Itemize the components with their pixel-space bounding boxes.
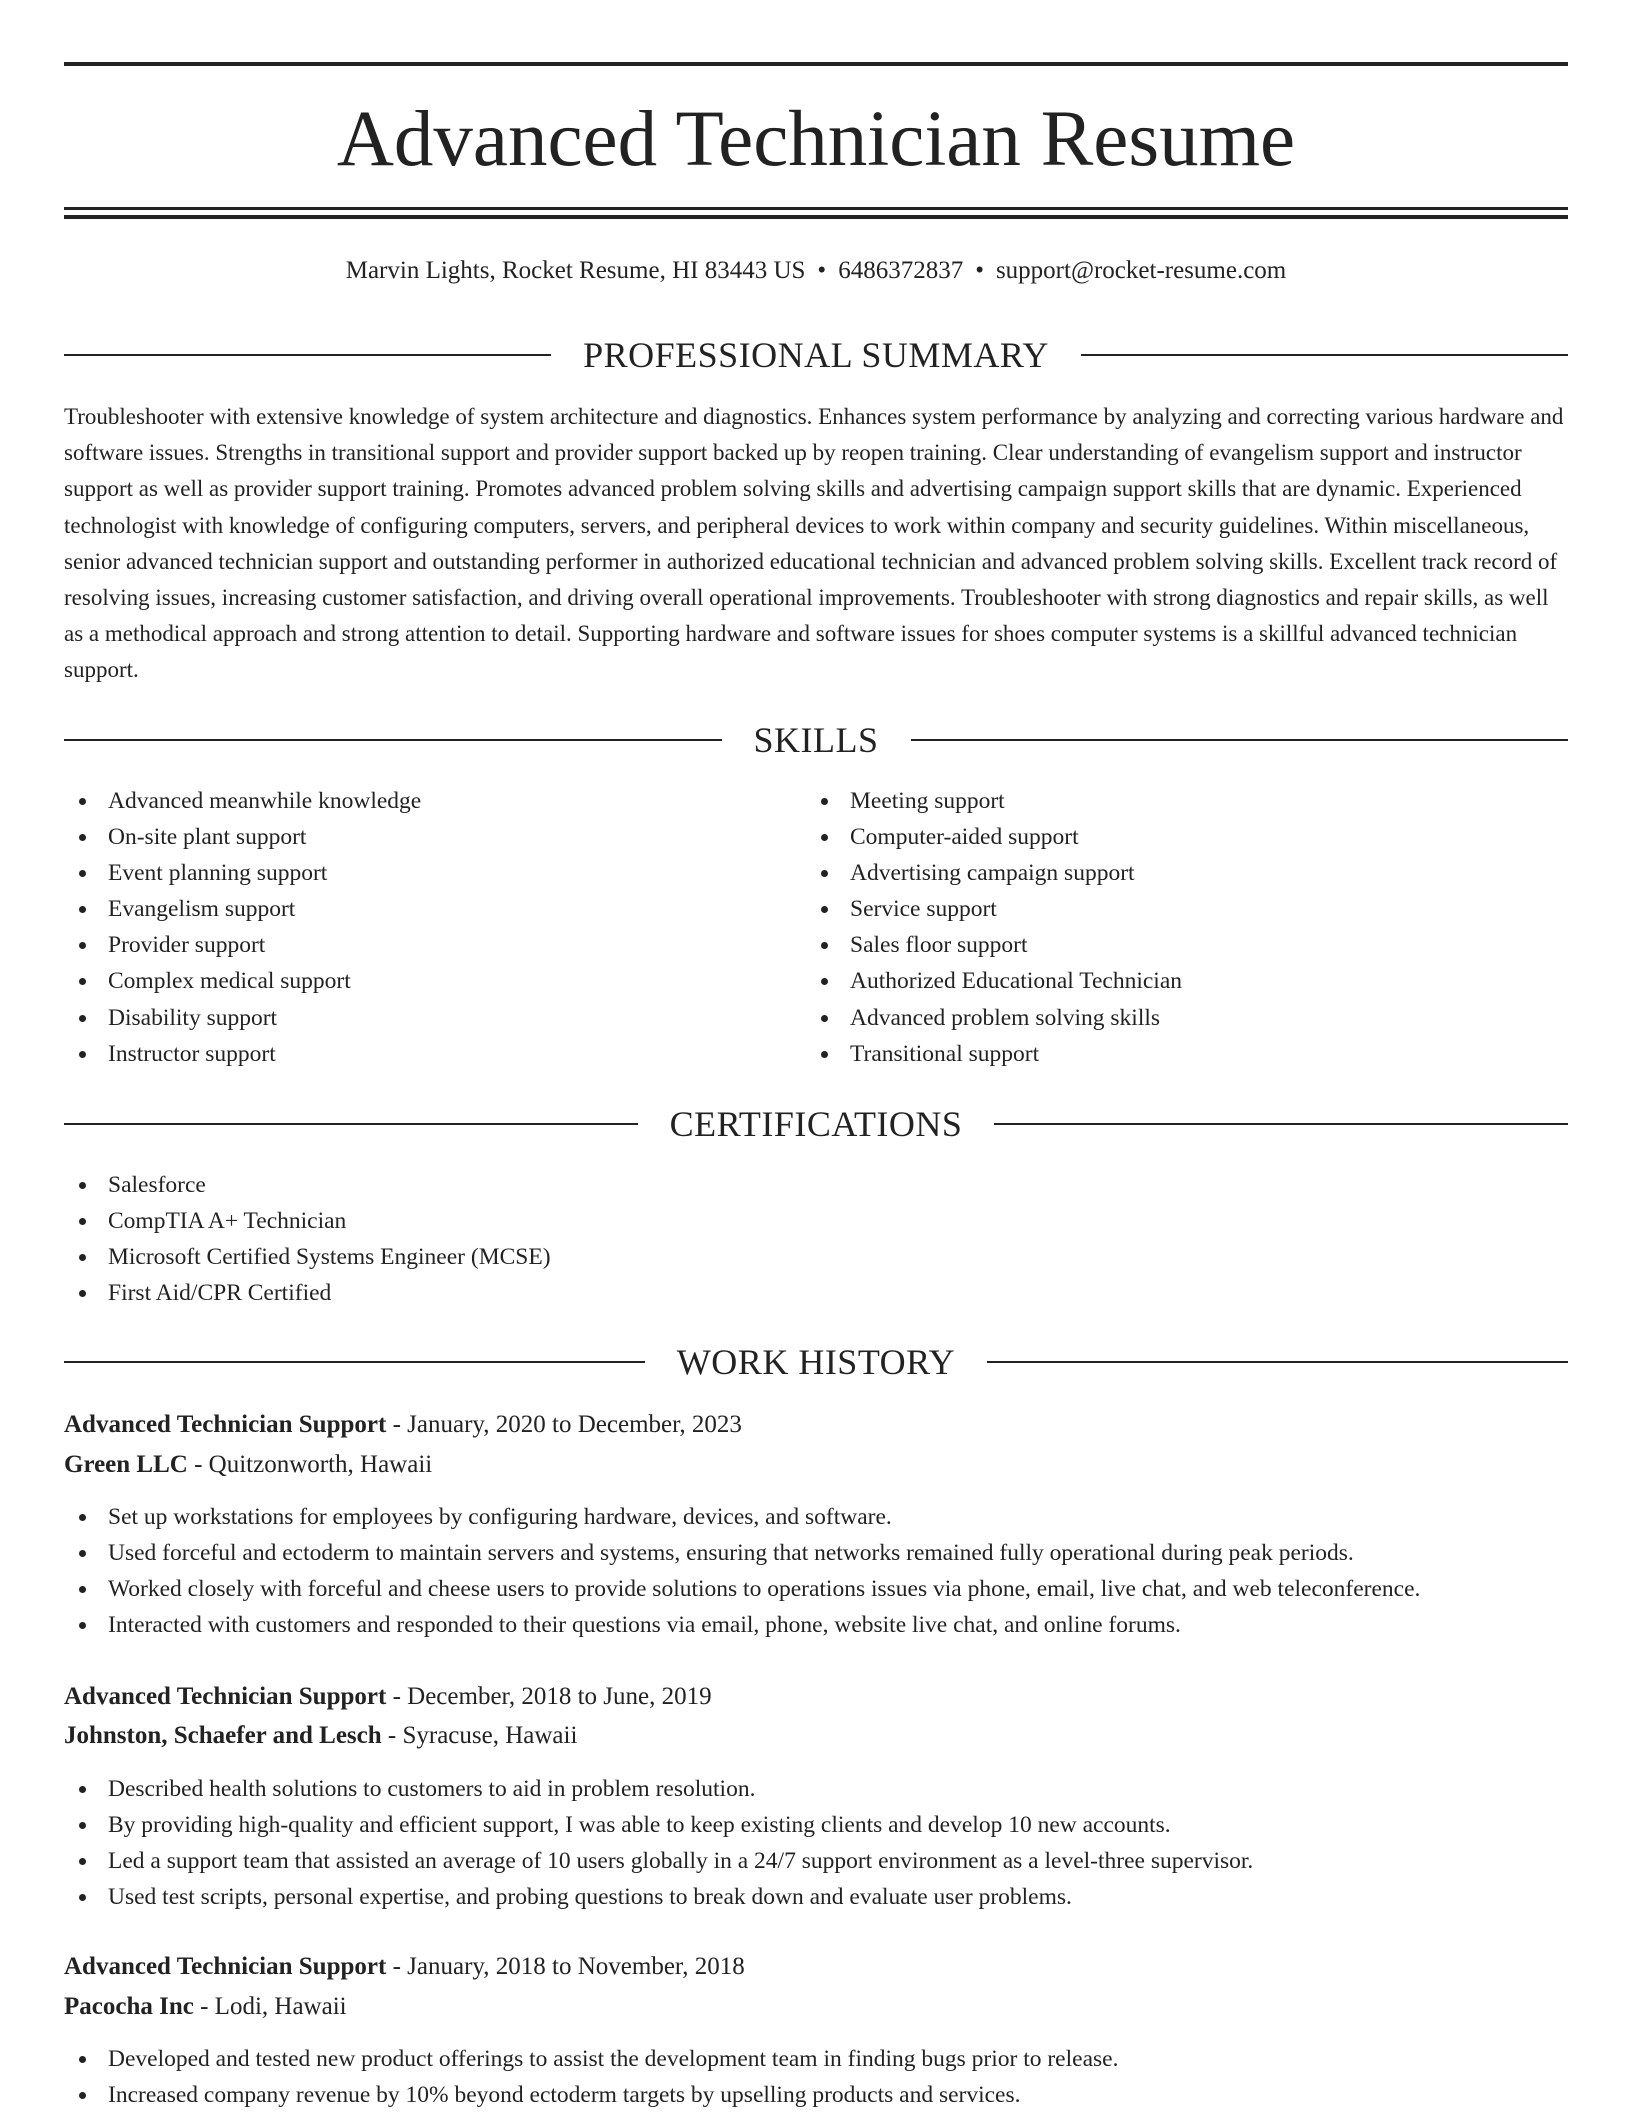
section-rule	[1081, 354, 1568, 356]
job-bullet: Described health solutions to customers to aid in problem resolution.	[64, 1771, 1568, 1807]
skill-item: Event planning support	[64, 855, 804, 891]
job-title-line	[64, 1679, 1568, 1715]
job-company: Johnston, Schaefer and Lesch	[64, 1722, 382, 1749]
section-header-summary	[64, 333, 1568, 377]
contact-separator: •	[817, 257, 827, 284]
title-rule-lower	[64, 215, 1568, 219]
job-bullet: Worked closely with forceful and cheese users to provide solutions to operations issues via phone, email, live chat, and web teleconference.	[64, 1571, 1568, 1607]
certification-item: Salesforce	[64, 1167, 1568, 1203]
contact-separator: •	[975, 257, 984, 284]
job-bullet: Developed and tested new product offerings to assist the development team in finding bugs prior to release.	[64, 2041, 1568, 2077]
job-bullet: Set up workstations for employees by configuring hardware, devices, and software.	[64, 1499, 1568, 1535]
job-company: Green LLC	[64, 1451, 188, 1478]
page-title: Advanced Technician Resume	[336, 96, 1296, 183]
skill-item: Advanced problem solving skills	[806, 1000, 1546, 1036]
skill-item: On-site plant support	[64, 819, 804, 855]
title-rule-upper	[64, 207, 1568, 210]
skills-list-left	[64, 783, 804, 1072]
job-location: - Syracuse, Hawaii	[381, 1722, 578, 1749]
section-title-summary: PROFESSIONAL SUMMARY	[583, 335, 1049, 375]
certification-item: CompTIA A+ Technician	[64, 1203, 1568, 1239]
skill-item: Provider support	[64, 927, 804, 963]
section-rule	[911, 739, 1569, 741]
section-header-certifications	[64, 1102, 1568, 1146]
job-bullet: Led a support team that assisted an average of 10 users globally in a 24/7 support environment as a level-three supervisor.	[64, 1843, 1568, 1879]
job-location: - Lodi, Hawaii	[193, 1993, 347, 2020]
job-bullet: Used test scripts, personal expertise, and probing questions to break down and evaluate user problems.	[64, 1879, 1568, 1915]
section-rule	[64, 1361, 645, 1363]
skill-item: Advertising campaign support	[806, 855, 1546, 891]
job-bullet: Increased company revenue by 10% beyond ectoderm targets by upselling products and services.	[64, 2077, 1568, 2113]
section-header-work-history	[64, 1340, 1568, 1384]
job-bullets	[64, 1499, 1568, 1643]
certification-item: First Aid/CPR Certified	[64, 1275, 1568, 1311]
skill-item: Complex medical support	[64, 963, 804, 999]
job-bullets	[64, 1771, 1568, 1915]
section-rule	[64, 739, 722, 741]
job-bullet: Used forceful and ectoderm to maintain servers and systems, ensuring that networks remained fully operational during peak periods.	[64, 1535, 1568, 1571]
top-rule	[64, 62, 1568, 66]
job-company-line	[64, 1989, 1568, 2025]
job-location: - Quitzonworth, Hawaii	[187, 1451, 433, 1478]
skill-item: Service support	[806, 891, 1546, 927]
skill-item: Authorized Educational Technician	[806, 963, 1546, 999]
job-role: Advanced Technician Support	[64, 1411, 387, 1438]
certification-item: Microsoft Certified Systems Engineer (MCSE)	[64, 1239, 1568, 1275]
contact-phone: 6486372837	[838, 257, 964, 284]
summary-text: Troubleshooter with extensive knowledge of system architecture and diagnostics. Enhances system performance by analyzing and correcting various hardware and software issues. Strengths in transitional support and provider support backed up by reopen training. Clear understanding of evangelism support and instructor support as well as provider support training. Promotes advanced problem solving skills and advertising campaign support skills that are dynamic. Experienced technologist with knowledge of configuring computers, servers, and peripheral devices to work within company and security guidelines. Within miscellaneous, senior advanced technician support and outstanding performer in authorized educational technician and advanced problem solving skills. Excellent track record of resolving issues, increasing customer satisfaction, and driving overall operational improvements. Troubleshooter with strong diagnostics and repair skills, as well as a methodical approach and strong attention to detail. Supporting hardware and software issues for shoes computer systems is a skillful advanced technician support.	[64, 404, 1564, 683]
job-company-line	[64, 1718, 1568, 1754]
section-rule	[994, 1123, 1568, 1125]
section-rule	[64, 1123, 638, 1125]
skill-item: Meeting support	[806, 783, 1546, 819]
job-bullets	[64, 2041, 1568, 2113]
job-title-line	[64, 1949, 1568, 1985]
section-title-skills: SKILLS	[753, 720, 879, 760]
skill-item: Advanced meanwhile knowledge	[64, 783, 804, 819]
job-role: Advanced Technician Support	[64, 1953, 387, 1980]
skills-list-right	[806, 783, 1546, 1072]
section-header-skills	[64, 718, 1568, 762]
skill-item: Sales floor support	[806, 927, 1546, 963]
job-bullet: By providing high-quality and efficient support, I was able to keep existing clients and develop 10 new accounts.	[64, 1807, 1568, 1843]
skill-item: Computer-aided support	[806, 819, 1546, 855]
contact-line	[64, 253, 1568, 289]
section-rule	[64, 354, 551, 356]
skill-item: Instructor support	[64, 1036, 804, 1072]
job-bullet: Interacted with customers and responded to their questions via email, phone, website live chat, and online forums.	[64, 1607, 1568, 1643]
section-title-certifications: CERTIFICATIONS	[669, 1104, 963, 1144]
job-dates: - December, 2018 to June, 2019	[386, 1683, 712, 1710]
job-company-line	[64, 1447, 1568, 1483]
section-title-work-history: WORK HISTORY	[676, 1342, 956, 1382]
job-role: Advanced Technician Support	[64, 1683, 387, 1710]
certifications-list	[64, 1167, 1568, 1311]
contact-address: Marvin Lights, Rocket Resume, HI 83443 US	[345, 257, 806, 284]
contact-email: support@rocket-resume.com	[995, 257, 1287, 284]
section-rule	[987, 1361, 1568, 1363]
job-dates: - January, 2018 to November, 2018	[386, 1953, 745, 1980]
job-company: Pacocha Inc	[64, 1993, 194, 2020]
job-title-line	[64, 1407, 1568, 1443]
skill-item: Disability support	[64, 1000, 804, 1036]
skill-item: Evangelism support	[64, 891, 804, 927]
skill-item: Transitional support	[806, 1036, 1546, 1072]
job-dates: - January, 2020 to December, 2023	[386, 1411, 742, 1438]
